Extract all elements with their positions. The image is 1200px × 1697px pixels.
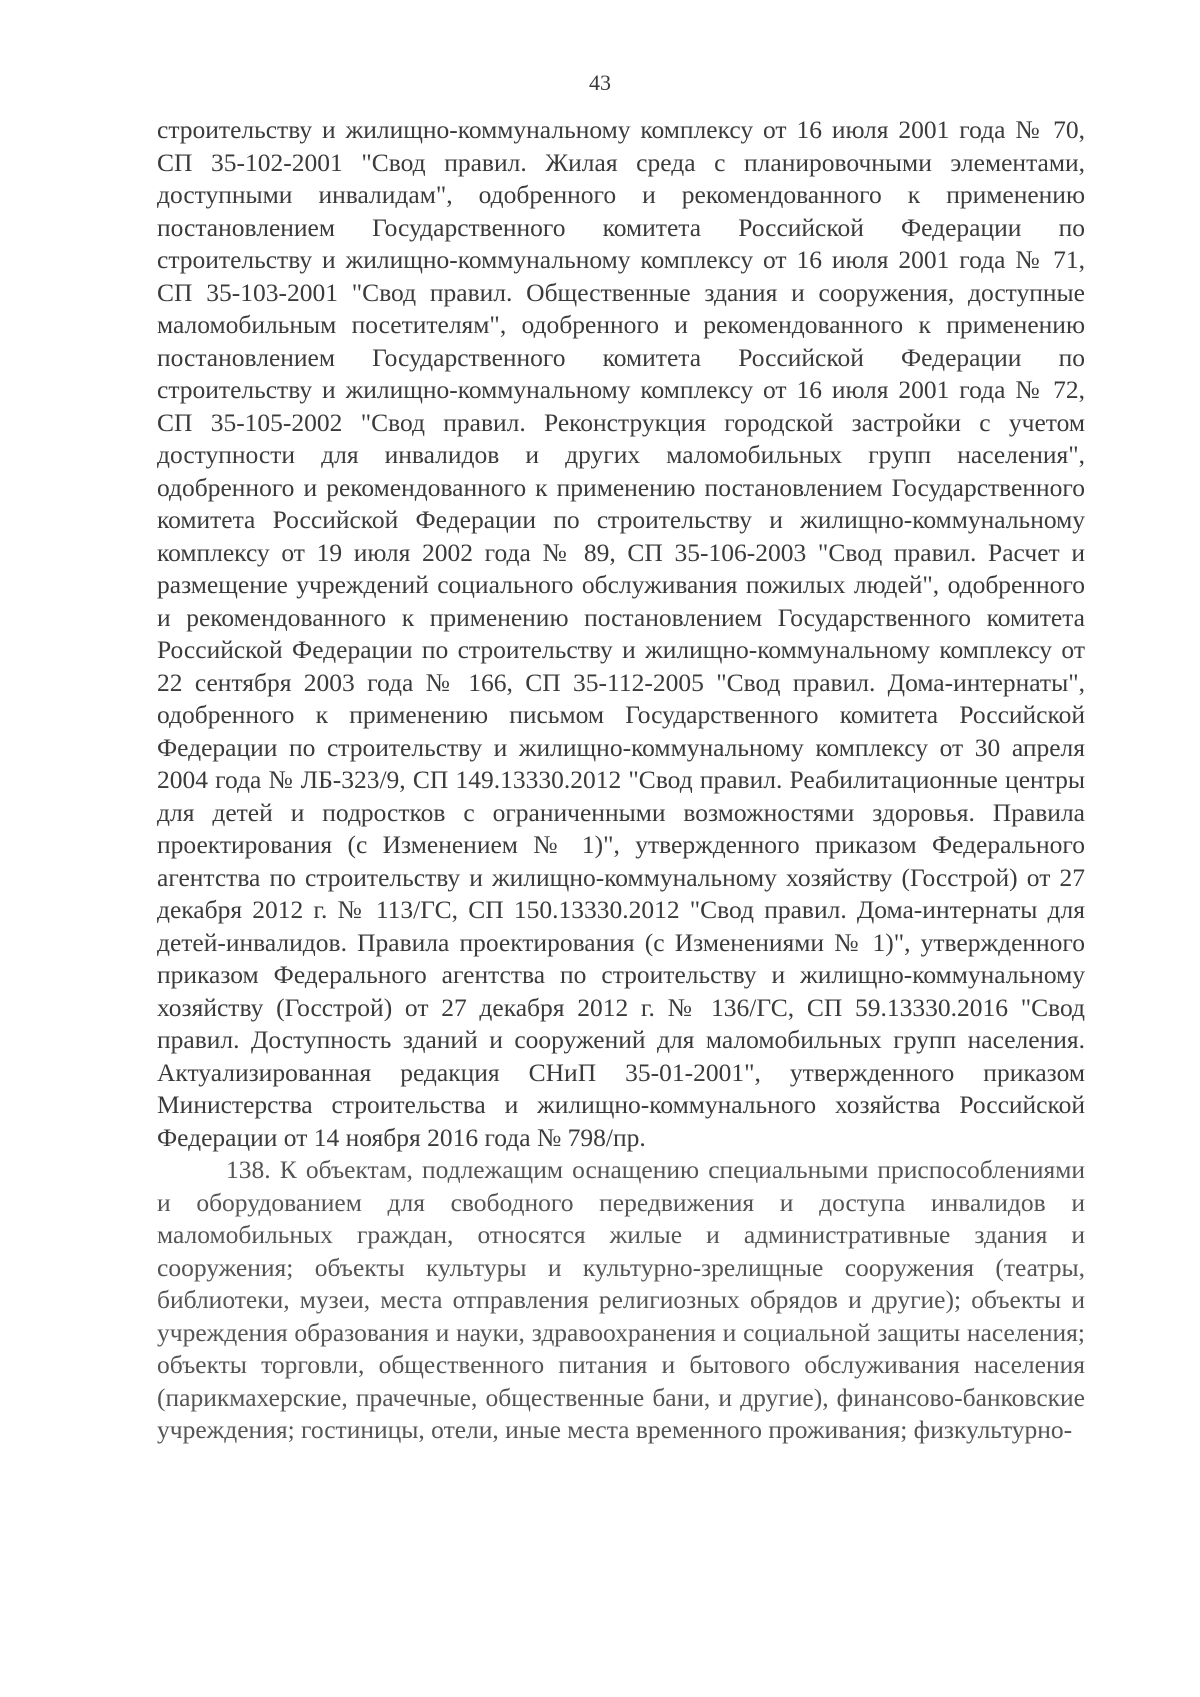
page-number: 43 [589,70,611,95]
paragraph-item-138: 138. К объектам, подлежащим оснащению специальными приспособлениями и оборудованием для свободного передвижения и доступа инвалидов и маломобильных граждан, относятся жилые и административные здания и сооружения; объекты культуры и культурно-зрелищные сооружения (театры, библиотеки, музеи, места отправления религиозных обрядов и другие); объекты и учреждения образования и науки, здравоохранения и социальной защиты населения; объекты торговли, общественного питания и бытового обслуживания населения (парикмахерские, прачечные, общественные бани, и другие), финансово-банковские учреждения; гостиницы, отели, иные места временного проживания; физкультурно- [157,1155,1085,1444]
document-body [157,114,1085,1447]
paragraph-continued: строительству и жилищно-коммунальному комплексу от 16 июля 2001 года № 70, СП 35-102-2001 "Свод правил. Жилая среда с планировочными элементами, доступными инвалидам", одобренного и рекомендованного к применению постановлением Государственного комитета Российской Федерации по строительству и жилищно-коммунальному комплексу от 16 июля 2001 года № 71, СП 35-103-2001 "Свод правил. Общественные здания и сооружения, доступные маломобильным посетителям", одобренного и рекомендованного к применению постановлением Государственного комитета Российской Федерации по строительству и жилищно-коммунальному комплексу от 16 июля 2001 года № 72, СП 35-105-2002 "Свод правил. Реконструкция городской застройки с учетом доступности для инвалидов и других маломобильных групп населения", одобренного и рекомендованного к применению постановлением Государственного комитета Российской Федерации по строительству и жилищно-коммунальному комплексу от 19 июля 2002 года № 89, СП 35-106-2003 "Свод правил. Расчет и размещение учреждений социального обслуживания пожилых людей", одобренного и рекомендованного к применению постановлением Государственного комитета Российской Федерации по строительству и жилищно-коммунальному комплексу от 22 сентября 2003 года № 166, СП 35-112-2005 "Свод правил. Дома-интернаты", одобренного к применению письмом Государственного комитета Российской Федерации по строительству и жилищно-коммунальному комплексу от 30 апреля 2004 года № ЛБ-323/9, СП 149.13330.2012 "Свод правил. Реабилитационные центры для детей и подростков с ограниченными возможностями здоровья. Правила проектирования (с Изменением № 1)", утвержденного приказом Федерального агентства по строительству и жилищно-коммунальному хозяйству (Госстрой) от 27 декабря 2012 г. № 113/ГС, СП 150.13330.2012 "Свод правил. Дома-интернаты для детей-инвалидов. Правила проектирования (с Изменениями № 1)", утвержденного приказом Федерального агентства по строительству и жилищно-коммунальному хозяйству (Госстрой) от 27 декабря 2012 г. № 136/ГС, СП 59.13330.2016 "Свод правил. Доступность зданий и сооружений для маломобильных групп населения. Актуализированная редакция СНиП 35-01-2001", утвержденного приказом Министерства строительства и жилищно-коммунального хозяйства Российской Федерации от 14 ноября 2016 года № 798/пр. [157,115,1085,1152]
